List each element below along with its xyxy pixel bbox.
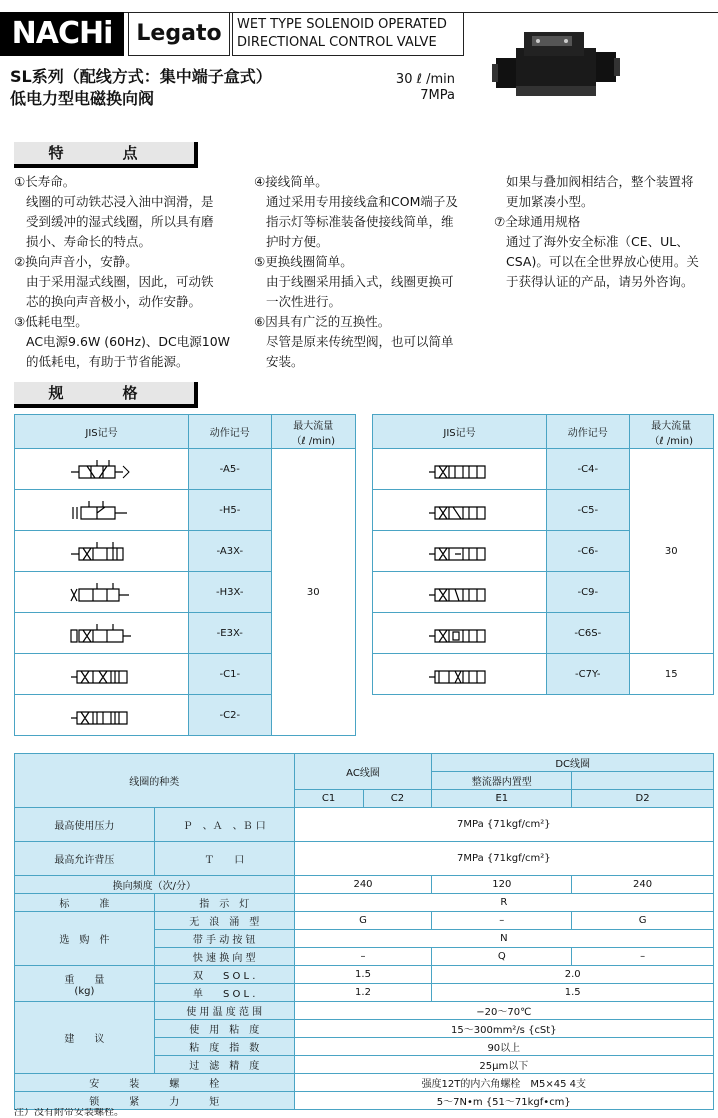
action-code: -C2- xyxy=(189,695,271,736)
feature-text: 如果与叠加阀相结合，整个装置将 xyxy=(506,174,694,189)
max-flow-value: 15 xyxy=(629,654,714,695)
col-flow xyxy=(629,415,714,449)
rating-box xyxy=(375,72,455,104)
jis-symbol xyxy=(15,572,189,613)
jis-symbol xyxy=(15,490,189,531)
valve-product-image xyxy=(486,18,626,108)
double-dc: 2.0 xyxy=(432,966,714,984)
viscosity-index-value: 90以上 xyxy=(294,1038,713,1056)
action-code: -C7Y- xyxy=(547,654,629,695)
pab-port-label: Ｐ 、Ａ 、Ｂ 口 xyxy=(154,808,294,842)
dc-coil-header: DC线圈 xyxy=(432,754,714,772)
features-column-1 xyxy=(14,172,246,372)
feature-text: 由于线圈采用插入式，线圈更换可 xyxy=(266,274,454,289)
series-title-line2: 低电力型电磁换向阀 xyxy=(10,89,155,108)
surge-label: 无 浪 涌 型 xyxy=(154,912,294,930)
jis-symbol xyxy=(373,490,547,531)
manual-button-value: N xyxy=(294,930,713,948)
action-code: -C6S- xyxy=(547,613,629,654)
single-ac: 1.2 xyxy=(294,984,432,1002)
c1-header: C1 xyxy=(294,790,363,808)
feature-text: 线圈的可动铁芯浸入油中润滑，是 xyxy=(26,194,214,209)
feature-text: 安装。 xyxy=(266,354,304,369)
double-ac: 1.5 xyxy=(294,966,432,984)
product-name-box xyxy=(232,12,464,56)
d2-header: D2 xyxy=(572,790,714,808)
footnote: 注）没有附带安装螺栓。 xyxy=(14,1108,124,1118)
feature-text: 由于采用湿式线圈，因此，可动铁 xyxy=(26,274,214,289)
feature-text: 指示灯等标准装备使接线简单，维 xyxy=(266,214,454,229)
col-flow-line1: 最大流量 xyxy=(293,420,334,432)
feature-text: CSA)。可以在全世界放心使用。关 xyxy=(506,254,699,269)
feature-text: 一次性进行。 xyxy=(266,294,342,309)
max-flow-value: 30 xyxy=(629,449,714,654)
viscosity-index-label: 粘 度 指 数 xyxy=(154,1038,294,1056)
feature-title: ⑤更换线圈简单。 xyxy=(254,254,353,269)
jis-symbol xyxy=(15,695,189,736)
coil-spec-table xyxy=(14,753,714,1110)
switch-frequency-label: 换向频度（次/分） xyxy=(15,876,295,894)
option-label: 选 购 件 xyxy=(15,912,155,966)
t-port-label: Ｔ 口 xyxy=(154,842,294,876)
max-pressure-label: 最高使用压力 xyxy=(15,808,155,842)
ac-coil-header: AC线圈 xyxy=(294,754,432,790)
spec-heading: 规 格 xyxy=(14,382,198,408)
jis-symbol xyxy=(373,613,547,654)
action-code: -C5- xyxy=(547,490,629,531)
double-sol-label: 双 S O L . xyxy=(154,966,294,984)
series-title xyxy=(10,66,272,110)
standard-label: 标 准 xyxy=(15,894,155,912)
feature-text: 的低耗电，有助于节省能源。 xyxy=(26,354,189,369)
feature-title: ③低耗电型。 xyxy=(14,314,88,329)
rectifier-header: 整流器内置型 xyxy=(432,772,572,790)
brand-logo: NACHi xyxy=(0,12,124,56)
filter-label: 过 滤 精 度 xyxy=(154,1056,294,1074)
c2-header: C2 xyxy=(363,790,432,808)
feature-title: ②换向声音小，安静。 xyxy=(14,254,138,269)
col-jis: JIS记号 xyxy=(15,415,189,449)
spec-table-right xyxy=(372,414,714,695)
feature-text: 通过了海外安全标准（CE、UL、 xyxy=(506,234,689,249)
freq-d2: 240 xyxy=(572,876,714,894)
quick-switch-label: 快 速 换 向 型 xyxy=(154,948,294,966)
mounting-bolt-value: 强度12T的内六角螺栓 M5×45 4支 xyxy=(294,1074,713,1092)
coil-kind-header: 线圈的种类 xyxy=(15,754,295,808)
col-flow-line2: （ℓ /min) xyxy=(649,435,693,447)
max-back-pressure-value: 7MPa {71kgf/cm²} xyxy=(294,842,713,876)
jis-symbol xyxy=(15,531,189,572)
action-code: -H3X- xyxy=(189,572,271,613)
feature-title: ①长寿命。 xyxy=(14,174,76,189)
filter-value: 25μm以下 xyxy=(294,1056,713,1074)
product-name-line2: DIRECTIONAL CONTROL VALVE xyxy=(237,35,437,50)
feature-text: 护时方便。 xyxy=(266,234,329,249)
manual-button-label: 带 手 动 按 钮 xyxy=(154,930,294,948)
viscosity-label: 使 用 粘 度 xyxy=(154,1020,294,1038)
col-jis: JIS记号 xyxy=(373,415,547,449)
max-flow-value: 30 xyxy=(271,449,355,736)
temp-range-label: 使 用 温 度 范 围 xyxy=(154,1002,294,1020)
jis-symbol xyxy=(15,613,189,654)
quick-d2: – xyxy=(572,948,714,966)
action-code: -C4- xyxy=(547,449,629,490)
torque-label: 锁 紧 力 矩 xyxy=(15,1092,295,1110)
action-code: -H5- xyxy=(189,490,271,531)
weight-label-text: 重 量 xyxy=(64,974,105,986)
freq-e1: 120 xyxy=(432,876,572,894)
max-pressure-value: 7MPa {71kgf/cm²} xyxy=(294,808,713,842)
feature-text: 损小、寿命长的特点。 xyxy=(26,234,152,249)
freq-ac: 240 xyxy=(294,876,432,894)
col-flow xyxy=(271,415,355,449)
feature-title: ⑦全球通用规格 xyxy=(494,214,581,229)
flow-rating: 30 ℓ /min xyxy=(395,72,455,87)
feature-text: 受到缓冲的湿式线圈，所以具有磨 xyxy=(26,214,214,229)
action-code: -C1- xyxy=(189,654,271,695)
action-code: -C9- xyxy=(547,572,629,613)
temp-range-value: −20〜70℃ xyxy=(294,1002,713,1020)
surge-ac: G xyxy=(294,912,432,930)
col-action: 动作记号 xyxy=(547,415,629,449)
quick-e1: Q xyxy=(432,948,572,966)
e1-header: E1 xyxy=(432,790,572,808)
features-column-2 xyxy=(254,172,486,372)
feature-text: 芯的换向声音极小，动作安静。 xyxy=(26,294,202,309)
indicator-value: R xyxy=(294,894,713,912)
col-action: 动作记号 xyxy=(189,415,271,449)
indicator-label: 指 示 灯 xyxy=(154,894,294,912)
quick-ac: – xyxy=(294,948,432,966)
col-flow-line1: 最大流量 xyxy=(651,420,692,432)
feature-text: 更加紧凑小型。 xyxy=(506,194,594,209)
mounting-bolt-label: 安 装 螺 栓 xyxy=(15,1074,295,1092)
weight-label xyxy=(15,966,155,1002)
sub-brand-logo: Legato xyxy=(128,12,230,56)
jis-symbol xyxy=(15,449,189,490)
feature-title: ⑥因具有广泛的互换性。 xyxy=(254,314,391,329)
feature-text: AC电源9.6W (60Hz)、DC电源10W xyxy=(26,334,231,349)
jis-symbol xyxy=(373,449,547,490)
single-sol-label: 单 S O L . xyxy=(154,984,294,1002)
torque-value: 5〜7N•m {51〜71kgf•cm} xyxy=(294,1092,713,1110)
feature-text: 于获得认证的产品，请另外咨询。 xyxy=(506,274,694,289)
jis-symbol xyxy=(373,572,547,613)
weight-unit: (kg) xyxy=(74,985,95,997)
feature-text: 通过采用专用接线盒和COM端子及 xyxy=(266,194,458,209)
features-column-3 xyxy=(494,172,716,292)
product-name-line1: WET TYPE SOLENOID OPERATED xyxy=(237,17,447,32)
jis-symbol xyxy=(373,654,547,695)
feature-title: ④接线简单。 xyxy=(254,174,328,189)
max-back-pressure-label: 最高允许背压 xyxy=(15,842,155,876)
pressure-rating: 7MPa xyxy=(420,88,455,103)
viscosity-value: 15〜300mm²/s {cSt} xyxy=(294,1020,713,1038)
series-title-line1: SL系列（配线方式：集中端子盒式） xyxy=(10,67,272,86)
col-flow-line2: （ℓ /min) xyxy=(291,435,335,447)
single-dc: 1.5 xyxy=(432,984,714,1002)
jis-symbol xyxy=(15,654,189,695)
action-code: -E3X- xyxy=(189,613,271,654)
action-code: -A3X- xyxy=(189,531,271,572)
advice-label: 建 议 xyxy=(15,1002,155,1074)
feature-text: 尽管是原来传统型阀，也可以简单 xyxy=(266,334,454,349)
surge-e1: – xyxy=(432,912,572,930)
features-heading: 特 点 xyxy=(14,142,198,168)
jis-symbol xyxy=(373,531,547,572)
surge-d2: G xyxy=(572,912,714,930)
action-code: -C6- xyxy=(547,531,629,572)
blank-cell xyxy=(572,772,714,790)
action-code: -A5- xyxy=(189,449,271,490)
spec-table-left xyxy=(14,414,356,736)
